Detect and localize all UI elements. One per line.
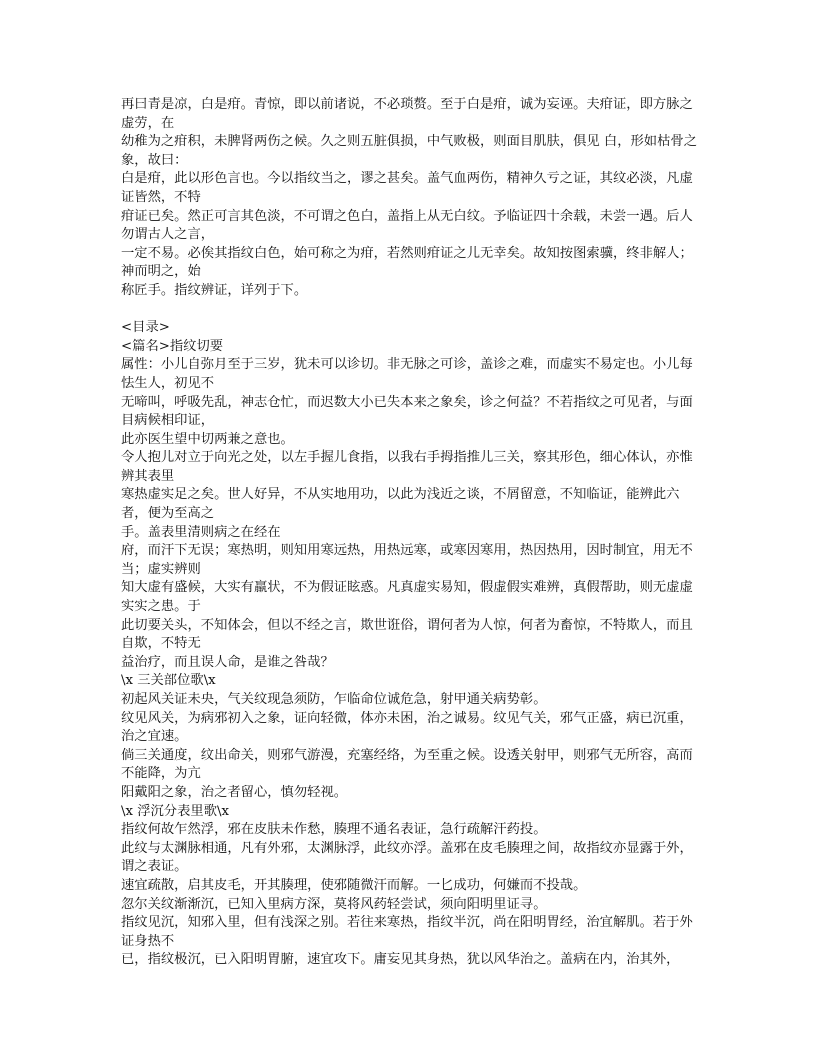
text-line: 府，而汗下无误；寒热明，则知用寒远热，用热远寒，或寒因寒用，热因热用，因时制宜，用无不当；虚实辨则 xyxy=(121,543,693,577)
text-line: 此亦医生望中切两兼之意也。 xyxy=(121,431,294,447)
text-line: 倘三关通度，纹出命关，则邪气游漫，充塞经络，为至重之候。设透关射甲，则邪气无所容，高而不能降，为亢 xyxy=(121,747,693,782)
text-line: 寒热虚实足之矣。世人好异，不从实地用功，以此为浅近之谈，不屑留意，不知临证，能辨此六者，便为至高之 xyxy=(121,487,680,522)
intro-section xyxy=(121,96,701,301)
text-line: 此纹与太渊脉相通，凡有外邪，太渊脉浮，此纹亦浮。盖邪在皮毛腠理之间，故指纹亦显露于外，谓之表证。 xyxy=(121,840,693,875)
verse-line: 初起风关证未央，气关纹现急须防，乍临命位诚危急，射甲通关病势彰。 xyxy=(121,692,547,707)
document-page xyxy=(121,96,701,970)
section-heading: \x 浮沉分表里歌\x xyxy=(121,803,229,819)
text-line: 再曰青是凉，白是疳。青惊，即以前诸说，不必琐赘。至于白是疳，诚为妄诬。夫疳证，即方脉之虚劳，在 xyxy=(121,97,693,131)
text-line: 属性：小儿自弥月至于三岁，犹未可以诊切。非无脉之可诊，盖诊之难，而虚实不易定也。小儿每怯生人，初见不 xyxy=(121,357,693,391)
text-line: 指纹见沉，知邪入里，但有浅深之别。若往来寒热，指纹半沉，尚在阳明胃经，治宜解肌。若于外证身热不 xyxy=(121,915,693,949)
text-line: 令人抱儿对立于向光之处，以左手握儿食指，以我右手拇指推儿三关，察其形色，细心体认，亦惟辨其表里 xyxy=(121,450,693,484)
text-line: 一定不易。必俟其指纹白色，始可称之为疳，若然则疳证之儿无幸矣。故知按图索骥，终非解人；神而明之，始 xyxy=(121,245,693,280)
text-line: 幼稚为之疳积，未脾肾两伤之候。久之则五脏俱损，中气败极，则面目肌肤，俱见 白，形如枯骨之象，故曰： xyxy=(121,134,697,168)
text-line: 此切要关头，不知体会，但以不经之言，欺世诳俗，谓何者为人惊，何者为畜惊，不特欺人，而且自欺，不特无 xyxy=(121,617,693,652)
text-line: 手。盖表里清则病之在经在 xyxy=(121,524,281,540)
section-gap xyxy=(121,301,701,320)
text-line: 纹见风关，为病邪初入之象，证向轻微，体亦未困，治之诚易。纹见气关，邪气正盛，病已沉重，治之宜速。 xyxy=(121,710,693,745)
text-line: 速宜疏散，启其皮毛，开其腠理，使邪随微汗而解。一匕成功，何嫌而不投哉。 xyxy=(121,877,587,893)
text-line: 已，指纹极沉，已入阳明胃腑，速宜攻下。庸妄见其身热，犹以风华治之。盖病在内，治其外， xyxy=(121,952,680,968)
text-line: 白是疳，此以形色言也。今以指纹当之，谬之甚矣。盖气血两伤，精神久亏之证，其纹必淡，凡虚证皆然，不特 xyxy=(121,171,693,205)
toc-marker: <目录> xyxy=(121,320,170,336)
section-heading: \x 三关部位歌\x xyxy=(121,673,216,689)
text-line: 益治疗，而且误人命，是谁之咎哉？ xyxy=(121,654,334,670)
text-line: 知大虚有盛候，大实有羸状，不为假证眩惑。凡真虚实易知，假虚假实难辨，真假帮助，则无虚虚实实之患。于 xyxy=(121,580,693,615)
chapter-title: <篇名>指纹切要 xyxy=(121,338,224,354)
text-line: 无啼叫，呼吸先乱，神志仓忙，而迟数大小已失本来之象矣，诊之何益？不若指纹之可见者，与面目病候相印证， xyxy=(121,394,693,429)
text-line: 阳戴阳之象，治之者留心，慎勿轻视。 xyxy=(121,784,348,800)
text-line: 称匠手。指纹辨证，详列于下。 xyxy=(121,282,308,298)
text-line: 疳证已矣。然正可言其色淡，不可谓之色白，盖指上从无白纹。予临证四十余载，未尝一遇。后人勿谓古人之言， xyxy=(121,208,693,243)
verse-line: 忽尔关纹渐渐沉，已知入里病方深，莫将风药轻尝试，须向阳明里证寻。 xyxy=(121,896,547,912)
body-section xyxy=(121,319,701,970)
verse-line: 指纹何故乍然浮，邪在皮肤未作愁，腠理不通名表证，急行疏解汗药投。 xyxy=(121,822,547,838)
